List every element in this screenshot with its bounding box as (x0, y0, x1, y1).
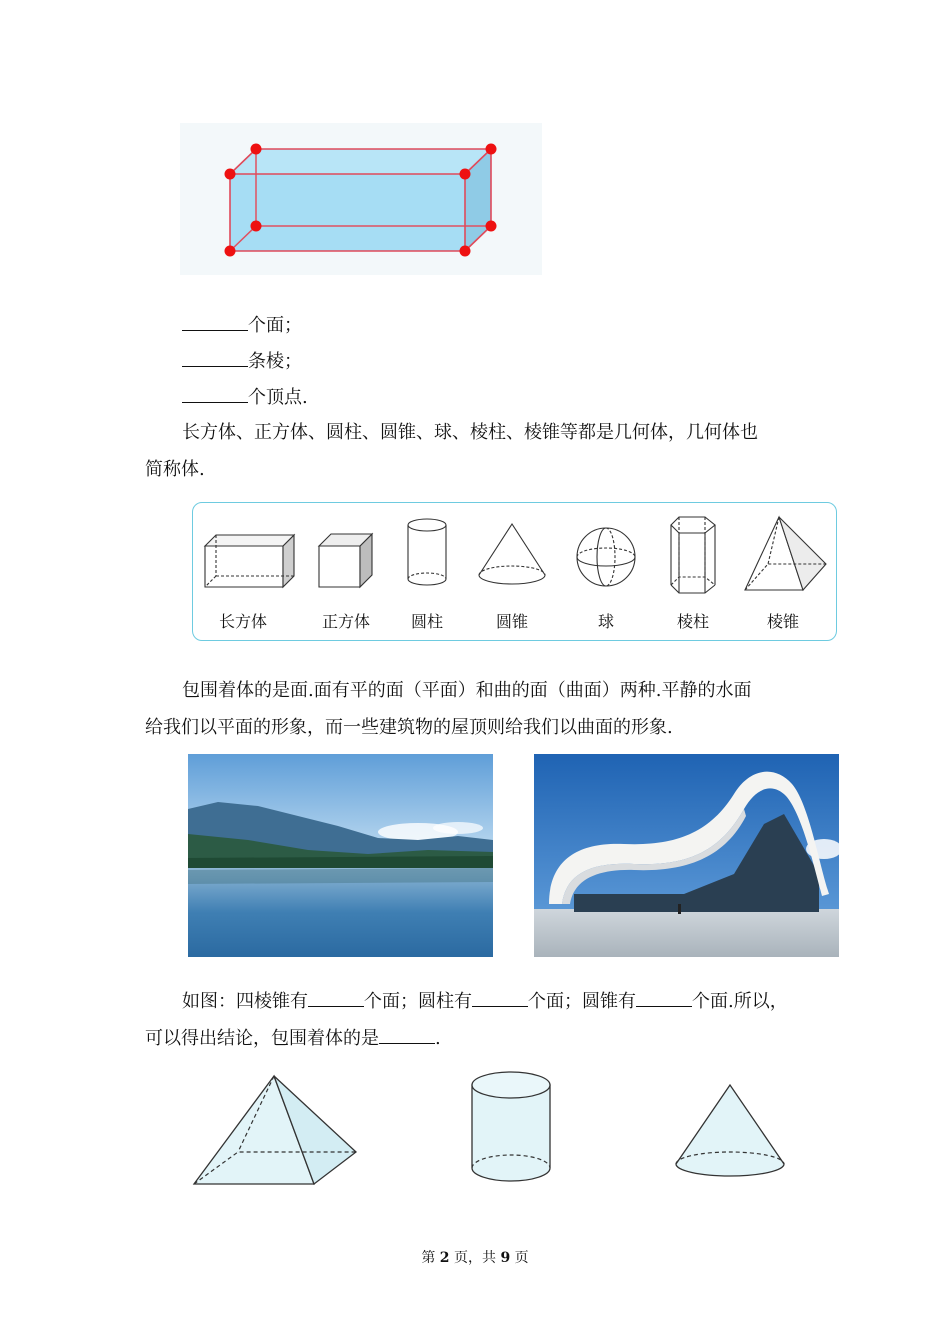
bottom-pyramid-figure (190, 1072, 360, 1190)
label-cuboid: 长方体 (218, 612, 267, 631)
question-vertices: 个顶点. (182, 384, 308, 410)
page-total: 9 (500, 1250, 511, 1266)
answer-blank[interactable] (472, 988, 528, 1007)
answer-blank[interactable] (308, 988, 364, 1007)
pyramid-icon (745, 517, 826, 590)
hex-prism-icon (671, 517, 715, 593)
label-cylinder: 圆柱 (410, 612, 443, 631)
bottom-cone-figure (670, 1080, 790, 1180)
vertex-dot (225, 246, 236, 257)
label-prism: 棱柱 (676, 612, 709, 631)
paragraph-solids-line1: 长方体、正方体、圆柱、圆锥、球、棱柱、棱锥等都是几何体，几何体也 (182, 422, 758, 443)
paragraph-surfaces-line2: 给我们以平面的形象，而一些建筑物的屋顶则给我们以曲面的形象. (145, 717, 673, 738)
answer-blank[interactable] (379, 1025, 435, 1044)
prism-figure (180, 123, 542, 275)
page-number: 2 (439, 1250, 450, 1266)
vertex-dot (225, 169, 236, 180)
vertex-dot (460, 246, 471, 257)
bottom-cylinder-figure (468, 1068, 554, 1186)
vertex-dot (251, 221, 262, 232)
lake-photo (188, 754, 493, 957)
sphere-icon (577, 528, 635, 586)
paragraph-solids-line2: 简称体. (145, 459, 205, 480)
question-edges: 条棱； (182, 348, 302, 374)
vertex-dot (460, 169, 471, 180)
vertex-dot (486, 221, 497, 232)
page-footer: 第 2 页，共 9 页 (421, 1250, 529, 1266)
label-cube: 正方体 (321, 612, 370, 631)
question-conclusion: 可以得出结论，包围着体的是 . (145, 1025, 441, 1051)
question-faces-count: 如图：四棱锥有 个面；圆柱有 个面；圆锥有 个面.所以， (182, 988, 788, 1014)
cylinder-icon (408, 519, 446, 585)
building-photo (534, 754, 839, 957)
vertex-dot (486, 144, 497, 155)
vertex-dot (251, 144, 262, 155)
paragraph-surfaces-line1: 包围着体的是面.面有平的面（平面）和曲的面（曲面）两种.平静的水面 (182, 680, 752, 701)
answer-blank[interactable] (182, 312, 248, 331)
question-faces: 个面； (182, 312, 302, 338)
answer-blank[interactable] (636, 988, 692, 1007)
cube-icon (319, 534, 372, 587)
label-sphere: 球 (597, 612, 614, 631)
label-cone: 圆锥 (495, 612, 528, 631)
answer-blank[interactable] (182, 348, 248, 367)
label-pyramid: 棱锥 (766, 612, 799, 631)
cone-icon (479, 524, 545, 584)
shapes-panel (192, 502, 837, 641)
answer-blank[interactable] (182, 384, 248, 403)
cuboid-icon (205, 535, 294, 587)
